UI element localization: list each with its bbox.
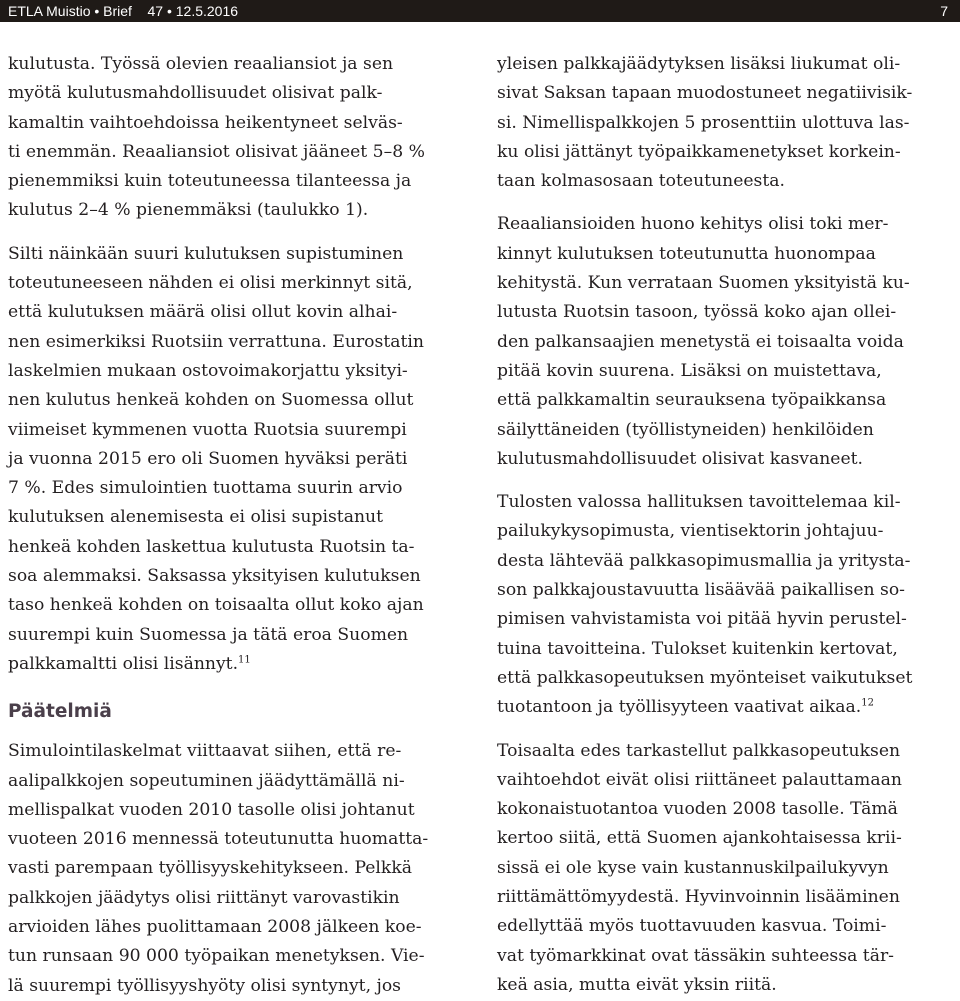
text-line: että kulutuksen määrä olisi ollut kovin alhai-: [8, 302, 398, 323]
text-line: desta lähtevää palkkasopimusmallia ja yritysta-: [497, 550, 911, 571]
text-line: tun runsaan 90 000 työpaikan menetyksen. Vie-: [8, 946, 425, 967]
text-line: soa alemmaksi. Saksassa yksityisen kulutuksen: [8, 566, 421, 587]
text-line: ja vuonna 2015 ero oli Suomen hyväksi peräti: [8, 448, 408, 469]
text-line: että palkkamaltin seurauksena työpaikkansa: [497, 390, 887, 411]
text-line: 7 %. Edes simulointien tuottama suurin arvio: [8, 478, 403, 499]
text-line: ti enemmän. Reaaliansiot olisivat jääneet 5–8 %: [8, 141, 425, 162]
text-line: ku olisi jättänyt työpaikkamenetykset korkein-: [497, 141, 901, 162]
text-line: viimeiset kymmenen vuotta Ruotsia suurempi: [8, 419, 407, 440]
paragraph: [497, 737, 955, 1001]
text-line: si. Nimellispalkkojen 5 prosenttiin ulottuva las-: [497, 112, 910, 133]
text-line: kinnyt kulutuksen toteutunutta huonompaa: [497, 243, 876, 264]
text-line: Silti näinkään suuri kulutuksen supistuminen: [8, 243, 404, 264]
text-line: toteutuneeseen nähden ei olisi merkinnyt sitä,: [8, 273, 413, 294]
text-line: säilyttäneiden (työllistyneiden) henkilöiden: [497, 419, 874, 440]
footnote-ref-12[interactable]: 12: [861, 697, 874, 709]
text-line: lutusta Ruotsin tasoon, työssä koko ajan ollei-: [497, 302, 897, 323]
text-line: nen esimerkiksi Ruotsiin verrattuna. Eurostatin: [8, 331, 424, 352]
text-line: vuoteen 2016 mennessä toteutunutta huomatta-: [8, 829, 429, 850]
page-number: 7: [940, 3, 948, 19]
text-line: vaihtoehdot eivät olisi riittäneet palauttamaan: [497, 769, 902, 790]
text-line: kokonaistuotantoa vuoden 2008 tasolle. Tämä: [497, 799, 898, 820]
text-line: pitää kovin suurena. Lisäksi on muistettava,: [497, 360, 882, 381]
text-line: että palkkasopeutuksen myönteiset vaikutukset: [497, 667, 913, 688]
text-line: Simulointilaskelmat viittaavat siihen, että re-: [8, 741, 402, 762]
text-line: pimisen vahvistamista voi pitää hyvin perustel-: [497, 609, 907, 630]
paragraph: [497, 50, 955, 196]
text-line: [497, 693, 955, 722]
text-line: son palkkajoustavuutta lisäävää paikallisen so-: [497, 580, 905, 601]
text-line: vasti parempaan työllisyyskehitykseen. Pelkkä: [8, 858, 413, 879]
paragraph: [8, 737, 463, 1001]
text-line: tuina tavoitteina. Tulokset kuitenkin kertovat,: [497, 638, 898, 659]
left-column: [8, 50, 463, 1001]
footnote-ref-11[interactable]: 11: [238, 654, 251, 666]
text-line: pailukykysopimusta, vientisektorin johtajuu-: [497, 521, 884, 542]
right-column: [497, 50, 955, 1000]
section-heading: Päätelmiä: [8, 701, 112, 723]
paragraph: [497, 210, 955, 474]
text-line: aalipalkkojen sopeutuminen jäädyttämällä ni-: [8, 770, 405, 791]
paragraph: [497, 488, 955, 722]
text-line: Toisaalta edes tarkastellut palkkasopeutuksen: [497, 740, 901, 761]
text-line: kertoo siitä, että Suomen ajankohtaisessa krii-: [497, 828, 902, 849]
text-line: den palkansaajien menetystä ei toisaalta voida: [497, 331, 904, 352]
text-line: pienemmiksi kuin toteutuneessa tilanteessa ja: [8, 171, 412, 192]
text-line: taan kolmasosaan toteutuneesta.: [497, 171, 785, 192]
text-line: sivat Saksan tapaan muodostuneet negatiivisik-: [497, 83, 913, 104]
text-line: [8, 650, 463, 679]
text-line: laskelmien mukaan ostovoimakorjattu yksityi-: [8, 360, 408, 381]
text-line: palkkojen jäädytys olisi riittänyt varovastikin: [8, 887, 400, 908]
paragraph: [8, 50, 463, 226]
text-line: taso henkeä kohden on toisaalta ollut koko ajan: [8, 595, 424, 616]
paragraph: [8, 240, 463, 679]
text-line-content: palkkamaltti olisi lisännyt.: [8, 653, 239, 674]
text-line-content: tuotantoon ja työllisyyteen vaativat aikaa.: [497, 697, 862, 718]
text-line: kulutusta. Työssä olevien reaaliansiot ja sen: [8, 54, 394, 74]
text-line: edellyttää myös tuottavuuden kasvua. Toimi-: [497, 916, 887, 937]
text-line: vat työmarkkinat ovat tässäkin suhteessa tär-: [497, 945, 894, 966]
text-line: henkeä kohden laskettua kulutusta Ruotsin ta-: [8, 536, 415, 557]
text-line: sissä ei ole kyse vain kustannuskilpailukyvyn: [497, 857, 889, 878]
text-line: nen kulutus henkeä kohden on Suomessa ollut: [8, 390, 414, 411]
text-line: lä suurempi työllisyyshyöty olisi syntynyt, jos: [8, 975, 401, 996]
text-line: kulutuksen alenemisesta ei olisi supistanut: [8, 507, 384, 528]
text-line: Tulosten valossa hallituksen tavoittelemaa kil-: [497, 492, 901, 513]
text-line: yleisen palkkajäädytyksen lisäksi liukumat oli-: [497, 54, 901, 74]
text-line: kulutus 2–4 % pienemmäksi (taulukko 1).: [8, 200, 369, 221]
text-line: kamaltin vaihtoehdoissa heikentyneet selväs-: [8, 112, 403, 133]
text-line: riittämättömyydestä. Hyvinvoinnin lisääminen: [497, 887, 900, 908]
text-line: kehitystä. Kun verrataan Suomen yksityistä ku-: [497, 273, 910, 294]
text-line: Reaaliansioiden huono kehitys olisi toki mer-: [497, 214, 889, 235]
publication-info: ETLA Muistio • Brief 47 • 12.5.2016: [8, 3, 239, 19]
text-line: suurempi kuin Suomessa ja tätä eroa Suomen: [8, 624, 409, 645]
text-line: arvioiden lähes puolittamaan 2008 jälkeen koe-: [8, 917, 422, 938]
text-line: myötä kulutusmahdollisuudet olisivat palk-: [8, 83, 383, 104]
text-line: kulutusmahdollisuudet olisivat kasvaneet.: [497, 448, 864, 469]
page-header: [0, 0, 960, 22]
text-line: keä asia, mutta eivät yksin riitä.: [497, 974, 777, 995]
text-line: mellispalkat vuoden 2010 tasolle olisi johtanut: [8, 799, 415, 820]
